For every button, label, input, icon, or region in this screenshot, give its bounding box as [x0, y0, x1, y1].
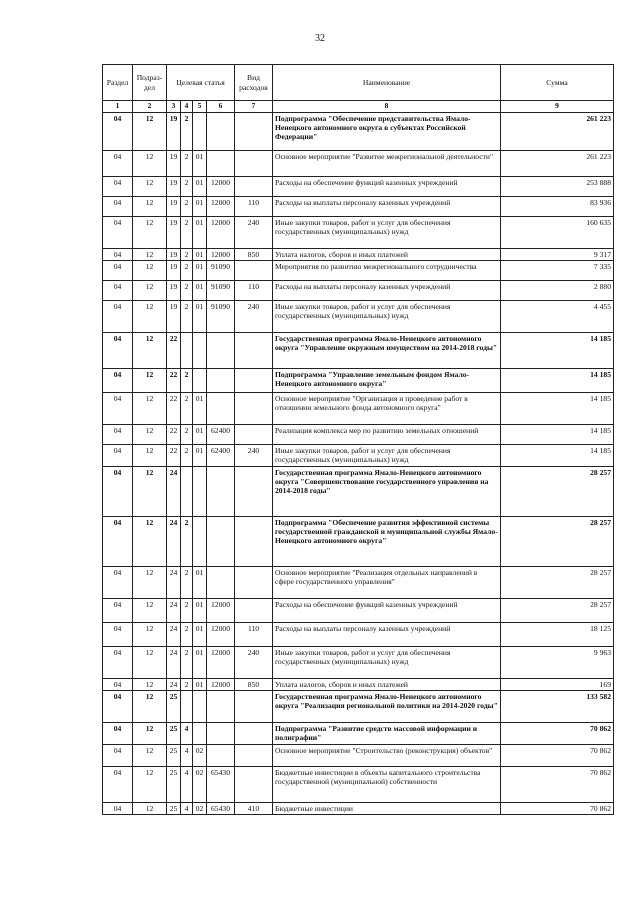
header-row: [103, 65, 614, 101]
summa-cell: 28 257: [501, 598, 614, 622]
tselevaya-1-cell: 19: [167, 248, 181, 260]
column-number-row: [103, 101, 614, 113]
tselevaya-1-cell: 25: [167, 767, 181, 803]
naimenovanie-cell: Государственная программа Ямало-Ненецкого автономного округа "Управление окружным имуществом на 2014-2018 годы": [273, 332, 501, 368]
naimenovanie-cell: Основное мероприятие "Развитие межрегиональной деятельности": [273, 150, 501, 176]
tselevaya-2-cell: 2: [181, 196, 193, 216]
summa-cell: 169: [501, 678, 614, 690]
razdel-cell: 04: [103, 622, 133, 646]
col-number: 6: [207, 101, 235, 113]
table-row: [103, 424, 614, 444]
naimenovanie-cell: Расходы на выплаты персоналу казенных учреждений: [273, 622, 501, 646]
summa-cell: 2 880: [501, 280, 614, 300]
naimenovanie-cell: Основное мероприятие "Организация и проведение работ в отношении земельного фонда автономного округа": [273, 392, 501, 424]
razdel-cell: 04: [103, 466, 133, 516]
tselevaya-2-cell: [181, 332, 193, 368]
razdel-cell: 04: [103, 112, 133, 150]
table-row: [103, 176, 614, 196]
tselevaya-4-cell: [207, 691, 235, 723]
vid-raskhodov-cell: [235, 424, 273, 444]
vid-raskhodov-cell: 240: [235, 646, 273, 678]
summa-cell: 7 335: [501, 260, 614, 280]
tselevaya-4-cell: [207, 332, 235, 368]
summa-cell: 253 888: [501, 176, 614, 196]
tselevaya-1-cell: 19: [167, 260, 181, 280]
tselevaya-4-cell: 12000: [207, 678, 235, 690]
vid-raskhodov-cell: [235, 392, 273, 424]
vid-raskhodov-cell: [235, 767, 273, 803]
table-row: [103, 112, 614, 150]
summa-cell: 14 185: [501, 368, 614, 392]
podrazdel-cell: 12: [133, 332, 167, 368]
col-number: 3: [167, 101, 181, 113]
naimenovanie-cell: Иные закупки товаров, работ и услуг для обеспечения государственных (муниципальных) нужд: [273, 216, 501, 248]
tselevaya-2-cell: 2: [181, 392, 193, 424]
podrazdel-cell: 12: [133, 280, 167, 300]
razdel-cell: 04: [103, 248, 133, 260]
naimenovanie-cell: Подпрограмма "Обеспечение представительства Ямало-Ненецкого автономного округа в субъектах Российской Федерации": [273, 112, 501, 150]
tselevaya-1-cell: 19: [167, 300, 181, 332]
podrazdel-cell: 12: [133, 767, 167, 803]
podrazdel-cell: 12: [133, 392, 167, 424]
table-row: [103, 260, 614, 280]
razdel-cell: 04: [103, 444, 133, 466]
table-row: [103, 691, 614, 723]
vid-raskhodov-cell: [235, 466, 273, 516]
tselevaya-1-cell: 24: [167, 516, 181, 566]
tselevaya-4-cell: [207, 745, 235, 767]
summa-cell: 14 185: [501, 424, 614, 444]
tselevaya-4-cell: [207, 566, 235, 598]
razdel-cell: 04: [103, 176, 133, 196]
tselevaya-4-cell: 12000: [207, 622, 235, 646]
table-row: [103, 767, 614, 803]
table-row: [103, 368, 614, 392]
razdel-cell: 04: [103, 424, 133, 444]
tselevaya-4-cell: 65430: [207, 767, 235, 803]
tselevaya-1-cell: 25: [167, 803, 181, 815]
col-number: 1: [103, 101, 133, 113]
tselevaya-2-cell: 2: [181, 424, 193, 444]
razdel-cell: 04: [103, 150, 133, 176]
tselevaya-4-cell: 12000: [207, 646, 235, 678]
tselevaya-3-cell: 01: [193, 280, 207, 300]
podrazdel-cell: 12: [133, 516, 167, 566]
naimenovanie-cell: Иные закупки товаров, работ и услуг для обеспечения государственных (муниципальных) нужд: [273, 300, 501, 332]
naimenovanie-cell: Расходы на обеспечение функций казенных учреждений: [273, 176, 501, 196]
tselevaya-2-cell: 2: [181, 260, 193, 280]
col-number: 9: [501, 101, 614, 113]
tselevaya-2-cell: [181, 691, 193, 723]
tselevaya-1-cell: 25: [167, 691, 181, 723]
razdel-cell: 04: [103, 803, 133, 815]
tselevaya-2-cell: 2: [181, 300, 193, 332]
table-row: [103, 678, 614, 690]
razdel-cell: 04: [103, 300, 133, 332]
table-row: [103, 280, 614, 300]
tselevaya-3-cell: [193, 332, 207, 368]
razdel-cell: 04: [103, 566, 133, 598]
table-row: [103, 723, 614, 745]
tselevaya-4-cell: [207, 150, 235, 176]
table-row: [103, 332, 614, 368]
naimenovanie-cell: Бюджетные инвестиции: [273, 803, 501, 815]
razdel-cell: 04: [103, 678, 133, 690]
tselevaya-1-cell: 24: [167, 598, 181, 622]
tselevaya-2-cell: 4: [181, 767, 193, 803]
tselevaya-3-cell: 02: [193, 803, 207, 815]
budget-table: [102, 64, 614, 815]
tselevaya-1-cell: 25: [167, 745, 181, 767]
tselevaya-2-cell: 4: [181, 723, 193, 745]
podrazdel-cell: 12: [133, 300, 167, 332]
tselevaya-3-cell: 01: [193, 392, 207, 424]
razdel-cell: 04: [103, 646, 133, 678]
podrazdel-cell: 12: [133, 444, 167, 466]
tselevaya-2-cell: [181, 466, 193, 516]
tselevaya-3-cell: 01: [193, 150, 207, 176]
tselevaya-1-cell: 24: [167, 466, 181, 516]
vid-raskhodov-cell: [235, 723, 273, 745]
podrazdel-cell: 12: [133, 691, 167, 723]
tselevaya-4-cell: [207, 466, 235, 516]
tselevaya-3-cell: [193, 466, 207, 516]
podrazdel-cell: 12: [133, 424, 167, 444]
podrazdel-cell: 12: [133, 466, 167, 516]
summa-cell: 14 185: [501, 392, 614, 424]
summa-cell: 28 257: [501, 466, 614, 516]
vid-raskhodov-cell: [235, 260, 273, 280]
table-body: [103, 112, 614, 814]
vid-raskhodov-cell: [235, 112, 273, 150]
podrazdel-cell: 12: [133, 368, 167, 392]
naimenovanie-cell: Подпрограмма "Развитие средств массовой информации и полиграфии": [273, 723, 501, 745]
table-row: [103, 803, 614, 815]
tselevaya-3-cell: 01: [193, 622, 207, 646]
podrazdel-cell: 12: [133, 112, 167, 150]
tselevaya-1-cell: 22: [167, 392, 181, 424]
naimenovanie-cell: Мероприятия по развитию межрегионального сотрудничества: [273, 260, 501, 280]
tselevaya-3-cell: 01: [193, 566, 207, 598]
podrazdel-cell: 12: [133, 723, 167, 745]
razdel-cell: 04: [103, 392, 133, 424]
header-razdel: Раздел: [103, 65, 133, 101]
table-row: [103, 196, 614, 216]
razdel-cell: 04: [103, 516, 133, 566]
table-row: [103, 466, 614, 516]
summa-cell: 28 257: [501, 566, 614, 598]
tselevaya-1-cell: 19: [167, 216, 181, 248]
razdel-cell: 04: [103, 216, 133, 248]
tselevaya-1-cell: 19: [167, 150, 181, 176]
razdel-cell: 04: [103, 767, 133, 803]
podrazdel-cell: 12: [133, 150, 167, 176]
vid-raskhodov-cell: 850: [235, 678, 273, 690]
tselevaya-4-cell: 65430: [207, 803, 235, 815]
tselevaya-2-cell: 2: [181, 280, 193, 300]
tselevaya-2-cell: 2: [181, 216, 193, 248]
table-row: [103, 248, 614, 260]
razdel-cell: 04: [103, 280, 133, 300]
naimenovanie-cell: Расходы на выплаты персоналу казенных учреждений: [273, 280, 501, 300]
tselevaya-2-cell: 2: [181, 176, 193, 196]
tselevaya-2-cell: 2: [181, 566, 193, 598]
table-row: [103, 598, 614, 622]
table-row: [103, 300, 614, 332]
tselevaya-1-cell: 22: [167, 444, 181, 466]
tselevaya-4-cell: [207, 112, 235, 150]
vid-raskhodov-cell: [235, 598, 273, 622]
tselevaya-4-cell: 91090: [207, 260, 235, 280]
table-row: [103, 516, 614, 566]
tselevaya-2-cell: 2: [181, 678, 193, 690]
podrazdel-cell: 12: [133, 260, 167, 280]
tselevaya-4-cell: 12000: [207, 248, 235, 260]
tselevaya-3-cell: 01: [193, 176, 207, 196]
podrazdel-cell: 12: [133, 646, 167, 678]
tselevaya-4-cell: 12000: [207, 196, 235, 216]
podrazdel-cell: 12: [133, 248, 167, 260]
tselevaya-3-cell: 01: [193, 300, 207, 332]
tselevaya-2-cell: 2: [181, 646, 193, 678]
tselevaya-3-cell: [193, 368, 207, 392]
tselevaya-3-cell: 02: [193, 745, 207, 767]
tselevaya-4-cell: 62400: [207, 444, 235, 466]
summa-cell: 4 455: [501, 300, 614, 332]
tselevaya-3-cell: 01: [193, 248, 207, 260]
vid-raskhodov-cell: 110: [235, 280, 273, 300]
naimenovanie-cell: Государственная программа Ямало-Ненецкого автономного округа "Реализация региональной политики на 2014-2020 годы": [273, 691, 501, 723]
summa-cell: 14 185: [501, 332, 614, 368]
tselevaya-1-cell: 24: [167, 566, 181, 598]
naimenovanie-cell: Государственная программа Ямало-Ненецкого автономного округа "Совершенствование государственного управления на 2014-2018 годы": [273, 466, 501, 516]
razdel-cell: 04: [103, 332, 133, 368]
razdel-cell: 04: [103, 691, 133, 723]
tselevaya-1-cell: 24: [167, 646, 181, 678]
vid-raskhodov-cell: [235, 691, 273, 723]
tselevaya-3-cell: 01: [193, 444, 207, 466]
tselevaya-3-cell: 01: [193, 598, 207, 622]
tselevaya-1-cell: 22: [167, 368, 181, 392]
tselevaya-3-cell: 01: [193, 678, 207, 690]
podrazdel-cell: 12: [133, 216, 167, 248]
tselevaya-3-cell: 01: [193, 260, 207, 280]
vid-raskhodov-cell: 110: [235, 622, 273, 646]
header-vid-raskhodov: Вид расходов: [235, 65, 273, 101]
col-number: 4: [181, 101, 193, 113]
tselevaya-4-cell: 12000: [207, 176, 235, 196]
tselevaya-2-cell: 2: [181, 112, 193, 150]
podrazdel-cell: 12: [133, 622, 167, 646]
tselevaya-4-cell: [207, 368, 235, 392]
header-naimenovanie: Наименование: [273, 65, 501, 101]
summa-cell: 261 223: [501, 112, 614, 150]
tselevaya-1-cell: 24: [167, 622, 181, 646]
razdel-cell: 04: [103, 260, 133, 280]
tselevaya-1-cell: 19: [167, 196, 181, 216]
razdel-cell: 04: [103, 598, 133, 622]
podrazdel-cell: 12: [133, 745, 167, 767]
summa-cell: 70 862: [501, 723, 614, 745]
tselevaya-4-cell: 12000: [207, 598, 235, 622]
tselevaya-4-cell: 91090: [207, 300, 235, 332]
summa-cell: 83 936: [501, 196, 614, 216]
naimenovanie-cell: Уплата налогов, сборов и иных платежей: [273, 248, 501, 260]
podrazdel-cell: 12: [133, 196, 167, 216]
tselevaya-3-cell: 01: [193, 196, 207, 216]
summa-cell: 70 862: [501, 803, 614, 815]
tselevaya-4-cell: 62400: [207, 424, 235, 444]
summa-cell: 9 963: [501, 646, 614, 678]
vid-raskhodov-cell: 110: [235, 196, 273, 216]
tselevaya-2-cell: 2: [181, 368, 193, 392]
naimenovanie-cell: Расходы на обеспечение функций казенных учреждений: [273, 598, 501, 622]
naimenovanie-cell: Подпрограмма "Управление земельным фондом Ямало-Ненецкого автономного округа": [273, 368, 501, 392]
summa-cell: 14 185: [501, 444, 614, 466]
razdel-cell: 04: [103, 723, 133, 745]
naimenovanie-cell: Расходы на выплаты персоналу казенных учреждений: [273, 196, 501, 216]
vid-raskhodov-cell: [235, 332, 273, 368]
naimenovanie-cell: Подпрограмма "Обеспечение развития эффективной системы государственной гражданской и муниципальной службы Ямало-Ненецкого автономного округа": [273, 516, 501, 566]
vid-raskhodov-cell: [235, 566, 273, 598]
tselevaya-2-cell: 4: [181, 803, 193, 815]
naimenovanie-cell: Бюджетные инвестиции в объекты капитального строительства государственной (муниципальной) собственности: [273, 767, 501, 803]
tselevaya-3-cell: 01: [193, 424, 207, 444]
vid-raskhodov-cell: 240: [235, 216, 273, 248]
tselevaya-4-cell: [207, 392, 235, 424]
tselevaya-3-cell: [193, 691, 207, 723]
vid-raskhodov-cell: 850: [235, 248, 273, 260]
tselevaya-2-cell: 2: [181, 516, 193, 566]
vid-raskhodov-cell: [235, 745, 273, 767]
naimenovanie-cell: Основное мероприятие "Реализация отдельных направлений в сфере государственного управления": [273, 566, 501, 598]
tselevaya-3-cell: [193, 723, 207, 745]
col-number: 8: [273, 101, 501, 113]
podrazdel-cell: 12: [133, 598, 167, 622]
tselevaya-4-cell: 91090: [207, 280, 235, 300]
naimenovanie-cell: Реализация комплекса мер по развитию земельных отношений: [273, 424, 501, 444]
podrazdel-cell: 12: [133, 566, 167, 598]
summa-cell: 261 223: [501, 150, 614, 176]
table-row: [103, 646, 614, 678]
col-number: 2: [133, 101, 167, 113]
tselevaya-2-cell: 2: [181, 248, 193, 260]
table-row: [103, 444, 614, 466]
naimenovanie-cell: Основное мероприятие "Строительство (реконструкция) объектов": [273, 745, 501, 767]
tselevaya-2-cell: 2: [181, 598, 193, 622]
podrazdel-cell: 12: [133, 803, 167, 815]
tselevaya-2-cell: 2: [181, 150, 193, 176]
header-podrazdel: Подраз-дел: [133, 65, 167, 101]
tselevaya-3-cell: 02: [193, 767, 207, 803]
table-row: [103, 745, 614, 767]
vid-raskhodov-cell: [235, 368, 273, 392]
naimenovanie-cell: Иные закупки товаров, работ и услуг для обеспечения государственных (муниципальных) нужд: [273, 444, 501, 466]
vid-raskhodov-cell: [235, 176, 273, 196]
tselevaya-4-cell: 12000: [207, 216, 235, 248]
naimenovanie-cell: Уплата налогов, сборов и иных платежей: [273, 678, 501, 690]
summa-cell: 70 862: [501, 767, 614, 803]
razdel-cell: 04: [103, 745, 133, 767]
tselevaya-1-cell: 22: [167, 332, 181, 368]
header-tselevaya-statya: Целевая статья: [167, 65, 235, 101]
vid-raskhodov-cell: [235, 150, 273, 176]
table-row: [103, 150, 614, 176]
vid-raskhodov-cell: [235, 516, 273, 566]
tselevaya-3-cell: [193, 112, 207, 150]
naimenovanie-cell: Иные закупки товаров, работ и услуг для обеспечения государственных (муниципальных) нужд: [273, 646, 501, 678]
table-row: [103, 392, 614, 424]
vid-raskhodov-cell: 240: [235, 300, 273, 332]
vid-raskhodov-cell: 240: [235, 444, 273, 466]
tselevaya-1-cell: 19: [167, 280, 181, 300]
summa-cell: 9 317: [501, 248, 614, 260]
tselevaya-2-cell: 2: [181, 622, 193, 646]
tselevaya-1-cell: 19: [167, 112, 181, 150]
header-summa: Сумма: [501, 65, 614, 101]
tselevaya-1-cell: 19: [167, 176, 181, 196]
summa-cell: 160 635: [501, 216, 614, 248]
vid-raskhodov-cell: 410: [235, 803, 273, 815]
tselevaya-4-cell: [207, 516, 235, 566]
tselevaya-3-cell: 01: [193, 216, 207, 248]
tselevaya-2-cell: 2: [181, 444, 193, 466]
table-row: [103, 622, 614, 646]
col-number: 7: [235, 101, 273, 113]
tselevaya-4-cell: [207, 723, 235, 745]
podrazdel-cell: 12: [133, 678, 167, 690]
tselevaya-1-cell: 24: [167, 678, 181, 690]
tselevaya-1-cell: 22: [167, 424, 181, 444]
summa-cell: 28 257: [501, 516, 614, 566]
summa-cell: 133 582: [501, 691, 614, 723]
tselevaya-3-cell: 01: [193, 646, 207, 678]
summa-cell: 18 125: [501, 622, 614, 646]
table-row: [103, 566, 614, 598]
podrazdel-cell: 12: [133, 176, 167, 196]
page-number: 32: [315, 33, 325, 44]
col-number: 5: [193, 101, 207, 113]
tselevaya-1-cell: 25: [167, 723, 181, 745]
table-row: [103, 216, 614, 248]
tselevaya-3-cell: [193, 516, 207, 566]
razdel-cell: 04: [103, 196, 133, 216]
razdel-cell: 04: [103, 368, 133, 392]
summa-cell: 70 862: [501, 745, 614, 767]
tselevaya-2-cell: 4: [181, 745, 193, 767]
